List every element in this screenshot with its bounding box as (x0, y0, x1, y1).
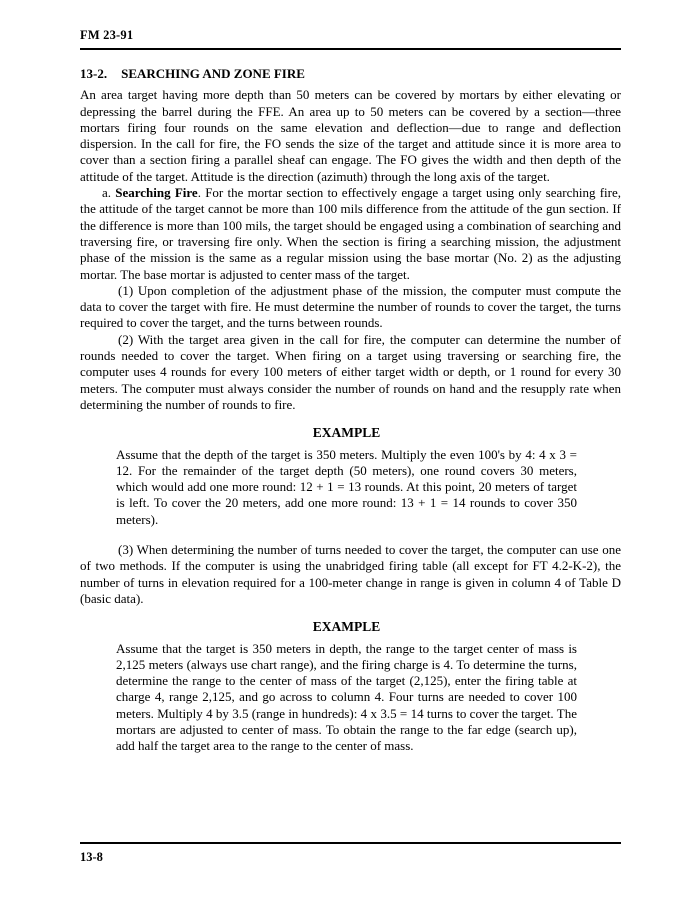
header-rule (80, 48, 621, 50)
footer-rule (80, 842, 621, 844)
example-text-2: Assume that the target is 350 meters in depth, the range to the target center of mass is 2,125 meters (always use chart range), and the firing charge is 4. To determine the turns, determine the range to the center of mass of the target (2,125), enter the firing table at charge 4, range 2,125, and go across to column 4. Four turns are needed to cover 100 meters. Multiply 4 by 3.5 (range in hundreds): 4 x 3.5 = 14 turns to cover the target. The mortars are adjusted to center of mass. To obtain the range to the far edge (search up), add half the target area to the range to the center of mass. (116, 640, 577, 754)
section-title: SEARCHING AND ZONE FIRE (121, 66, 305, 81)
paragraph-a (80, 185, 621, 283)
paragraph-a-title: Searching Fire (115, 185, 198, 201)
example-block-2 (116, 619, 577, 754)
paragraph-a-label: a. (102, 185, 116, 201)
page-header (80, 26, 621, 50)
page-number: 13-8 (80, 850, 103, 864)
document-id: FM 23-91 (80, 28, 134, 42)
paragraph-3: (3) When determining the number of turns needed to cover the target, the computer can use one of two methods. If the computer is using the unabridged firing table (all except for FT 4.2-K-2), the number of turns in elevation required for a 100-meter change in range is given in column 4 of Table D (basic data). (80, 542, 621, 606)
paragraph-2: (2) With the target area given in the call for fire, the computer can determine the number of rounds needed to cover the target. When firing on a target using traversing or searching fire, the computer uses 4 rounds for every 100 meters of either target width or depth, or 1 round for every 30 meters. The computer must always consider the number of rounds on hand and the resupply rate when determining the number of rounds to fire. (80, 331, 621, 412)
paragraph-intro: An area target having more depth than 50 meters can be covered by mortars by either elevating or depressing the barrel during the FFE. An area up to 50 meters can be covered by a section—three mortars firing four rounds on the same elevation and deflection—due to range and deflection dispersion. In the call for fire, the FO sends the size of the target and attitude since it is more area to cover than a section firing a parallel sheaf can engage. The FO gives the width and then depth of the attitude of the target. Attitude is the direction (azimuth) through the long axis of the target. (80, 87, 621, 184)
paragraph-1: (1) Upon completion of the adjustment phase of the mission, the computer must compute the data to cover the target with fire. He must determine the number of rounds to cover the target, the turns required to cover the target, and the turns between rounds. (80, 282, 621, 331)
page-content (80, 66, 621, 769)
paragraph-a-text: . For the mortar section to effectively engage a target using only searching fire, the attitude of the target cannot be more than 100 mils difference from the attitude of the gun section. If the difference is more than 100 mils, the target should be engaged using a combination of searching and traversing fire, or traversing fire only. When the section is firing a searching mission, the adjustment phase of the mission is the same as a regular mission using the base mortar (No. 2) as the adjusting mortar. The base mortar is adjusted to center mass of the target. (80, 185, 621, 282)
section-heading (80, 66, 621, 82)
example-block-1 (116, 425, 577, 528)
example-text-1: Assume that the depth of the target is 350 meters. Multiply the even 100's by 4: 4 x 3 = 12. For the remainder of the target depth (50 meters), one round covers 30 meters, which would add one more round: 12 + 1 = 13 rounds. At this point, 20 meters of target is left. To cover the 20 meters, add one more round: 13 + 1 = 14 rounds to cover 350 meters). (116, 446, 577, 527)
example-heading-1: EXAMPLE (312, 425, 381, 441)
section-number: 13-2. (80, 66, 108, 81)
example-heading-2: EXAMPLE (312, 619, 381, 635)
page-footer (80, 842, 621, 866)
